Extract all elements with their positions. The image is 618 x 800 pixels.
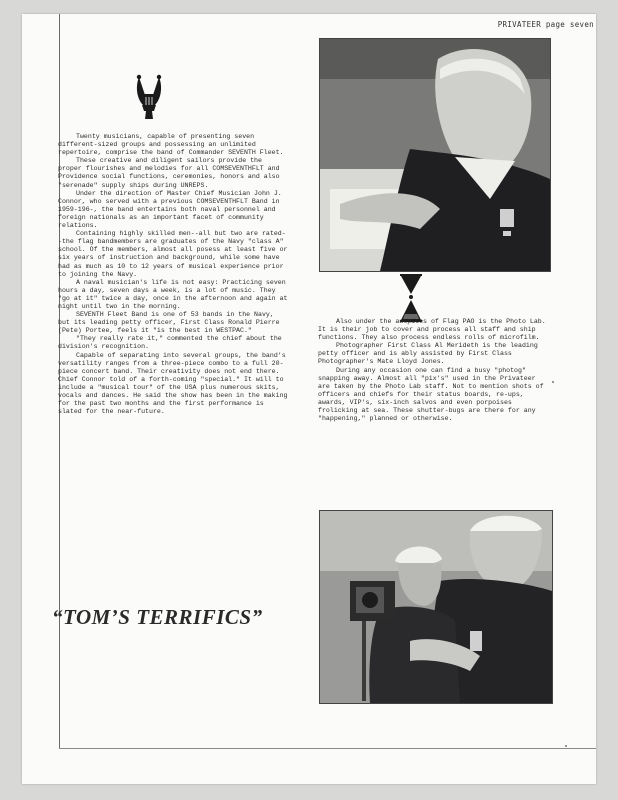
band-article-body: [58, 133, 288, 416]
article-paragraph: During any occasion one can find a busy "photog" snapping away. Almost all "pix's" used in the Privateer are taken by the Photo Lab staff. Not to mention shots of officers and chiefs for their status boards, re-ups, awards, VIP's, six-inch salvos and even porpoises frolicking at sea. These shutter-bugs are there for any "happening," planned or otherwise.: [318, 366, 544, 423]
bottom-page-edge: [59, 748, 596, 749]
article-paragraph: These creative and diligent sailors provide the proper flourishes and melodies for all COMSEVENTHFLT and Providence social functions, ceremonies, honors and also "serenade" supply ships during UNREPS.: [58, 157, 280, 189]
article-paragraph: Containing highly skilled men--all but two are rated--the flag bandmembers are graduates of the Navy "class A" school. Of the members, almost all posess at least five or six years of instruction and background, while some have had as much as 10 to 12 years of musical experience prior to joining the Navy.: [58, 230, 288, 278]
lyre-icon: [133, 73, 165, 121]
article-paragraph: Under the direction of Master Chief Musician John J. Connor, who served with a previous COMSEVENTHFLT Band in 1959-196-, the band entertains both naval personnel and foreign nationals as an important facet of community relations.: [58, 189, 282, 230]
page-header: PRIVATEER page seven: [497, 20, 594, 29]
photo-lab-article-body: [318, 318, 550, 423]
article-paragraph: Capable of separating into several groups, the band's versatility ranges from a three-piece combo to a full 20-piece concert band. Their creativity does not end there. Chief Connor told of a forth-coming "special." It will to include a "musical tour" of the USA plus numerous skits, vocals and dances. He said the show has been in the making for the past two months and the first performance is slated for the near-future.: [58, 351, 288, 416]
article-title: “TOM’S TERRIFICS”: [52, 605, 263, 629]
photo-photographers-with-camera: [319, 510, 553, 704]
article-paragraph: SEVENTH Fleet Band is one of 53 bands in the Navy, but its leading petty officer, First Class Ronald Pierre (Pete) Portee, feels it "is the best in WESTPAC.": [58, 311, 280, 335]
article-paragraph: A naval musician's life is not easy: Practicing seven hours a day, seven days a week, is a lot of music. They "go at it" twice a day, once in the afternoon and again at night until two in the morning.: [58, 278, 288, 310]
print-speck: [565, 745, 567, 747]
print-speck: [552, 381, 554, 383]
article-paragraph: "They really rate it," commented the chief about the division's recognition.: [58, 335, 282, 351]
photo-musician-sailor: [319, 38, 551, 272]
article-paragraph: Twenty musicians, capable of presenting seven different-sized groups and possessing an unlimited repertoire, comprise the band of Commander SEVENTH Fleet.: [58, 133, 284, 157]
article-paragraph: Also under the auspices of Flag PAO is the Photo Lab. It is their job to cover and process all staff and ship functions. They also process endless rolls of microfilm.: [318, 318, 546, 342]
article-paragraph: Photographer First Class Al Merideth is the leading petty officer and is ably assisted by First Class Photographer's Mate Lloyd Jones.: [318, 342, 538, 366]
